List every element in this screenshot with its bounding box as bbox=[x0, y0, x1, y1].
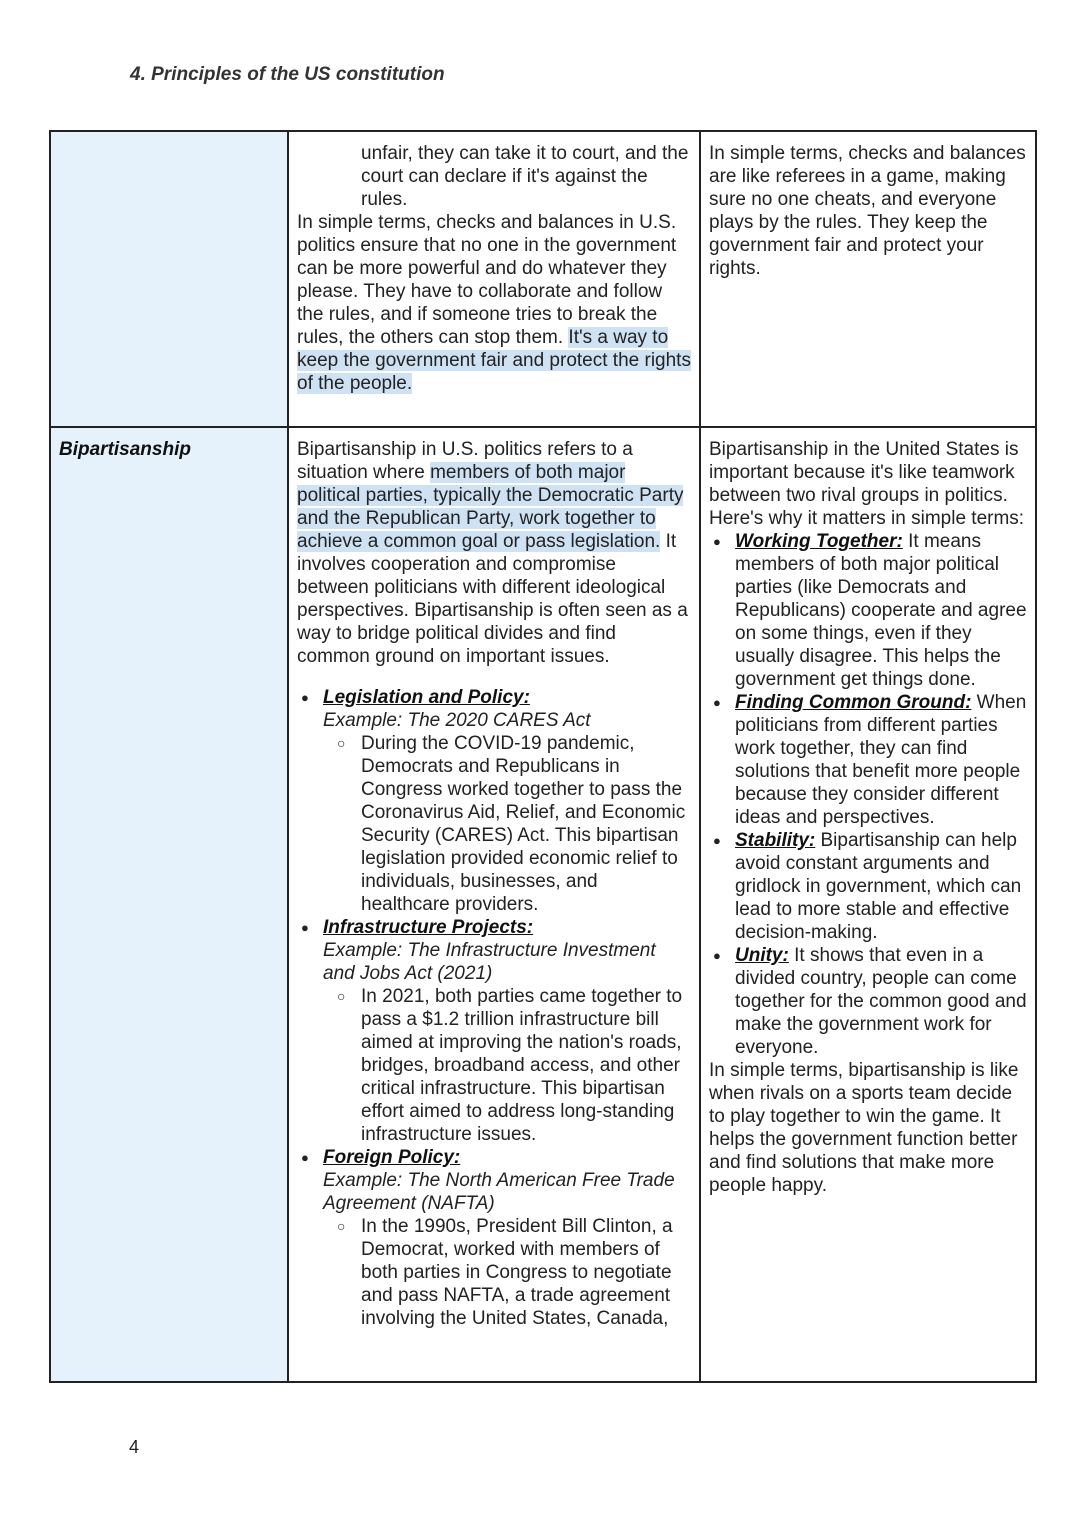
example-heading: Infrastructure Projects: bbox=[323, 917, 534, 938]
points-list bbox=[709, 530, 1027, 1059]
point-heading: Stability: bbox=[735, 830, 816, 851]
example-title: Example: The 2020 CARES Act bbox=[323, 710, 591, 731]
example-heading: Foreign Policy: bbox=[323, 1147, 461, 1168]
continued-text: unfair, they can take it to court, and the court can declare if it's against the rules. bbox=[361, 143, 689, 210]
list-item bbox=[735, 691, 1027, 829]
simple-terms-text: In simple terms, checks and balances are like referees in a game, making sure no one cheats, and everyone plays by the rules. They keep the government fair and protect your rights. bbox=[709, 143, 1026, 279]
term-cell bbox=[50, 427, 288, 1382]
intro-text-part: It involves cooperation and compromise between politicians with different ideological perspectives. Bipartisanship is often seen as a way to bridge political divides and find common ground on important issues. bbox=[297, 531, 688, 667]
list-item: ○ In 2021, both parties came together to pass a $1.2 trillion infrastructure bill aimed at improving the nation's roads, bridges, broadband access, and other critical infrastructure. This bipartisan effort aimed to address long-standing infrastructure issues. bbox=[361, 985, 691, 1146]
intro-text-part: Bipartisanship in U.S. politics refers to a situation where bbox=[297, 439, 633, 483]
summary-text-part: In simple terms, checks and balances in U.S. politics ensure that no one in the government can be more powerful and do whatever they please. They have to collaborate and follow the rules, and if someone tries to break the rules, the others can stop them. bbox=[297, 212, 677, 348]
point-heading: Working Together: bbox=[735, 531, 903, 552]
highlighted-text: members of both major political parties, typically the Democratic Party and the Republican Party, work together to achieve a common goal or pass legislation. bbox=[297, 462, 684, 552]
example-title: Example: The North American Free Trade Agreement (NAFTA) bbox=[323, 1170, 675, 1214]
examples-list bbox=[297, 686, 691, 1330]
point-text: Bipartisanship can help avoid constant arguments and gridlock in government, which can lead to more stable and effective decision-making. bbox=[735, 830, 1022, 943]
point-text: When politicians from different parties work together, they can find solutions that benefit more people because they consider different ideas and perspectives. bbox=[735, 692, 1027, 828]
simple-terms-cell bbox=[700, 427, 1036, 1382]
intro-text bbox=[297, 438, 691, 668]
point-heading: Finding Common Ground: bbox=[735, 692, 972, 713]
simple-terms-cell bbox=[700, 131, 1036, 427]
list-item bbox=[735, 829, 1027, 944]
example-detail-list bbox=[323, 1215, 691, 1330]
table-row bbox=[50, 427, 1036, 1382]
explanation-cell bbox=[288, 427, 700, 1382]
list-item bbox=[735, 944, 1027, 1059]
term-label: Bipartisanship bbox=[59, 439, 191, 460]
principles-table bbox=[49, 130, 1037, 1383]
example-detail-list bbox=[323, 985, 691, 1146]
example-heading: Legislation and Policy: bbox=[323, 687, 530, 708]
point-text: It means members of both major political parties (like Democrats and Republicans) cooperate and agree on some things, even if they usually disagree. This helps the government get things done. bbox=[735, 531, 1027, 690]
explanation-cell bbox=[288, 131, 700, 427]
list-item bbox=[323, 686, 691, 916]
simple-terms-intro: Bipartisanship in the United States is important because it's like teamwork between two rival groups in politics. Here's why it matters in simple terms: bbox=[709, 439, 1025, 529]
point-text: It shows that even in a divided country, people can come together for the common good and make the government work for everyone. bbox=[735, 945, 1027, 1058]
table-row bbox=[50, 131, 1036, 427]
example-title: Example: The Infrastructure Investment and Jobs Act (2021) bbox=[323, 940, 656, 984]
simple-terms-summary: In simple terms, bipartisanship is like when rivals on a sports team decide to play together to win the game. It helps the government function better and find solutions that make more people happy. bbox=[709, 1060, 1019, 1196]
example-detail-list bbox=[323, 732, 691, 916]
summary-text bbox=[297, 211, 691, 395]
list-item: ○ During the COVID-19 pandemic, Democrats and Republicans in Congress worked together to pass the Coronavirus Aid, Relief, and Economic Security (CARES) Act. This bipartisan legislation provided economic relief to individuals, businesses, and healthcare providers. bbox=[361, 732, 691, 916]
list-item bbox=[323, 1146, 691, 1330]
term-cell-empty bbox=[50, 131, 288, 427]
highlighted-text: It's a way to keep the government fair and protect the rights of the people. bbox=[297, 327, 691, 394]
page-number: 4 bbox=[129, 1437, 140, 1457]
list-item bbox=[323, 916, 691, 1146]
point-heading: Unity: bbox=[735, 945, 789, 966]
page-title: 4. Principles of the US constitution bbox=[130, 64, 445, 85]
list-item bbox=[735, 530, 1027, 691]
list-item: ○ In the 1990s, President Bill Clinton, a Democrat, worked with members of both parties in Congress to negotiate and pass NAFTA, a trade agreement involving the United States, Canada, bbox=[361, 1215, 691, 1330]
